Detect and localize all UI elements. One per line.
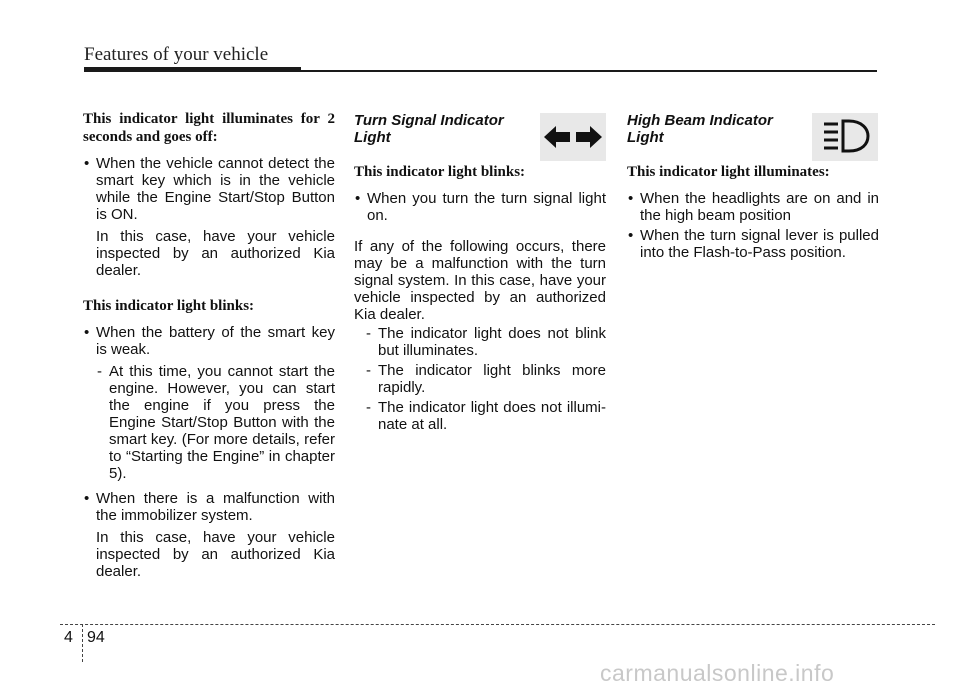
watermark: carmanualsonline.info xyxy=(600,660,835,686)
bullet-text: When the battery of the smart key is weak. xyxy=(96,324,335,358)
bullet-text: When the turn signal lever is pulled into the Flash-to-Pass position. xyxy=(640,227,879,261)
intro-blinks: This indicator light blinks: xyxy=(354,164,526,180)
bullet-cannot-detect xyxy=(83,155,335,279)
dash-marker: - xyxy=(97,363,102,380)
sub-item-text: At this time, you cannot start the engine. However, you can start the engine if you press the Engine Start/Stop Button with the smart key. (For more details, refer to “Starting the Engine” in chapter 5). xyxy=(109,363,335,482)
high-beam-icon xyxy=(812,113,878,161)
bullet-dot: • xyxy=(628,190,634,207)
bullet-text: When you turn the turn signal light on. xyxy=(367,190,606,224)
intro-blinks: This indicator light blinks: xyxy=(83,298,255,314)
dash-marker: - xyxy=(366,362,371,379)
bullet-text: When the vehicle cannot detect the smart key which is in the vehicle while the Engine Start/Stop Button is ON. xyxy=(96,155,335,223)
bullet-note: In this case, have your vehicle inspected by an authorized Kia dealer. xyxy=(96,529,335,580)
sub-item-text: The indicator light does not blink but illuminates. xyxy=(378,325,606,359)
bullet-turn-on xyxy=(354,190,606,224)
turn-signal-arrows-icon xyxy=(540,113,606,161)
sub-item-rapid xyxy=(354,362,606,396)
section-title-high-beam: High Beam Indicator Light xyxy=(627,112,773,146)
page-header-title: Features of your vehicle xyxy=(84,44,269,65)
bullet-battery-weak xyxy=(83,324,335,482)
bullet-text: When there is a malfunction with the immobilizer system. xyxy=(96,490,335,524)
column-smart-key xyxy=(83,110,335,583)
header-rule-thin xyxy=(301,70,877,72)
malfunction-paragraph: If any of the following occurs, there may be a malfunction with the turn signal system. In this case, have your vehicle inspected by an authorized Kia dealer. xyxy=(354,238,606,323)
bullet-text: When the headlights are on and in the high beam position xyxy=(640,190,879,224)
bullet-dot: • xyxy=(84,155,90,172)
dash-marker: - xyxy=(366,399,371,416)
footer-dashed-rule xyxy=(60,624,935,625)
intro-illuminates: This indicator light illuminates: xyxy=(627,164,830,180)
sub-item-text: The indicator light blinks more rapidly. xyxy=(378,362,606,396)
header-rule-thick xyxy=(84,67,301,72)
section-title-turn-signal: Turn Signal Indicator Light xyxy=(354,112,504,146)
sub-item-text: The indicator light does not illumi- nate at all. xyxy=(378,399,606,433)
bullet-flash-to-pass xyxy=(627,227,879,261)
sub-item-start-engine xyxy=(83,363,335,482)
sub-item-no-light xyxy=(354,399,606,433)
footer-dashed-divider xyxy=(82,624,83,662)
page-number: 94 xyxy=(87,629,105,646)
chapter-number: 4 xyxy=(64,629,73,646)
bullet-dot: • xyxy=(84,324,90,341)
bullet-immobilizer xyxy=(83,490,335,580)
bullet-dot: • xyxy=(84,490,90,507)
sub-item-no-blink xyxy=(354,325,606,359)
bullet-dot: • xyxy=(628,227,634,244)
bullet-note: In this case, have your vehicle inspected by an authorized Kia dealer. xyxy=(96,228,335,279)
intro-illuminates: This indicator light illuminates for 2 seconds and goes off: xyxy=(83,111,335,145)
bullet-dot: • xyxy=(355,190,361,207)
dash-marker: - xyxy=(366,325,371,342)
bullet-high-beam-position xyxy=(627,190,879,224)
